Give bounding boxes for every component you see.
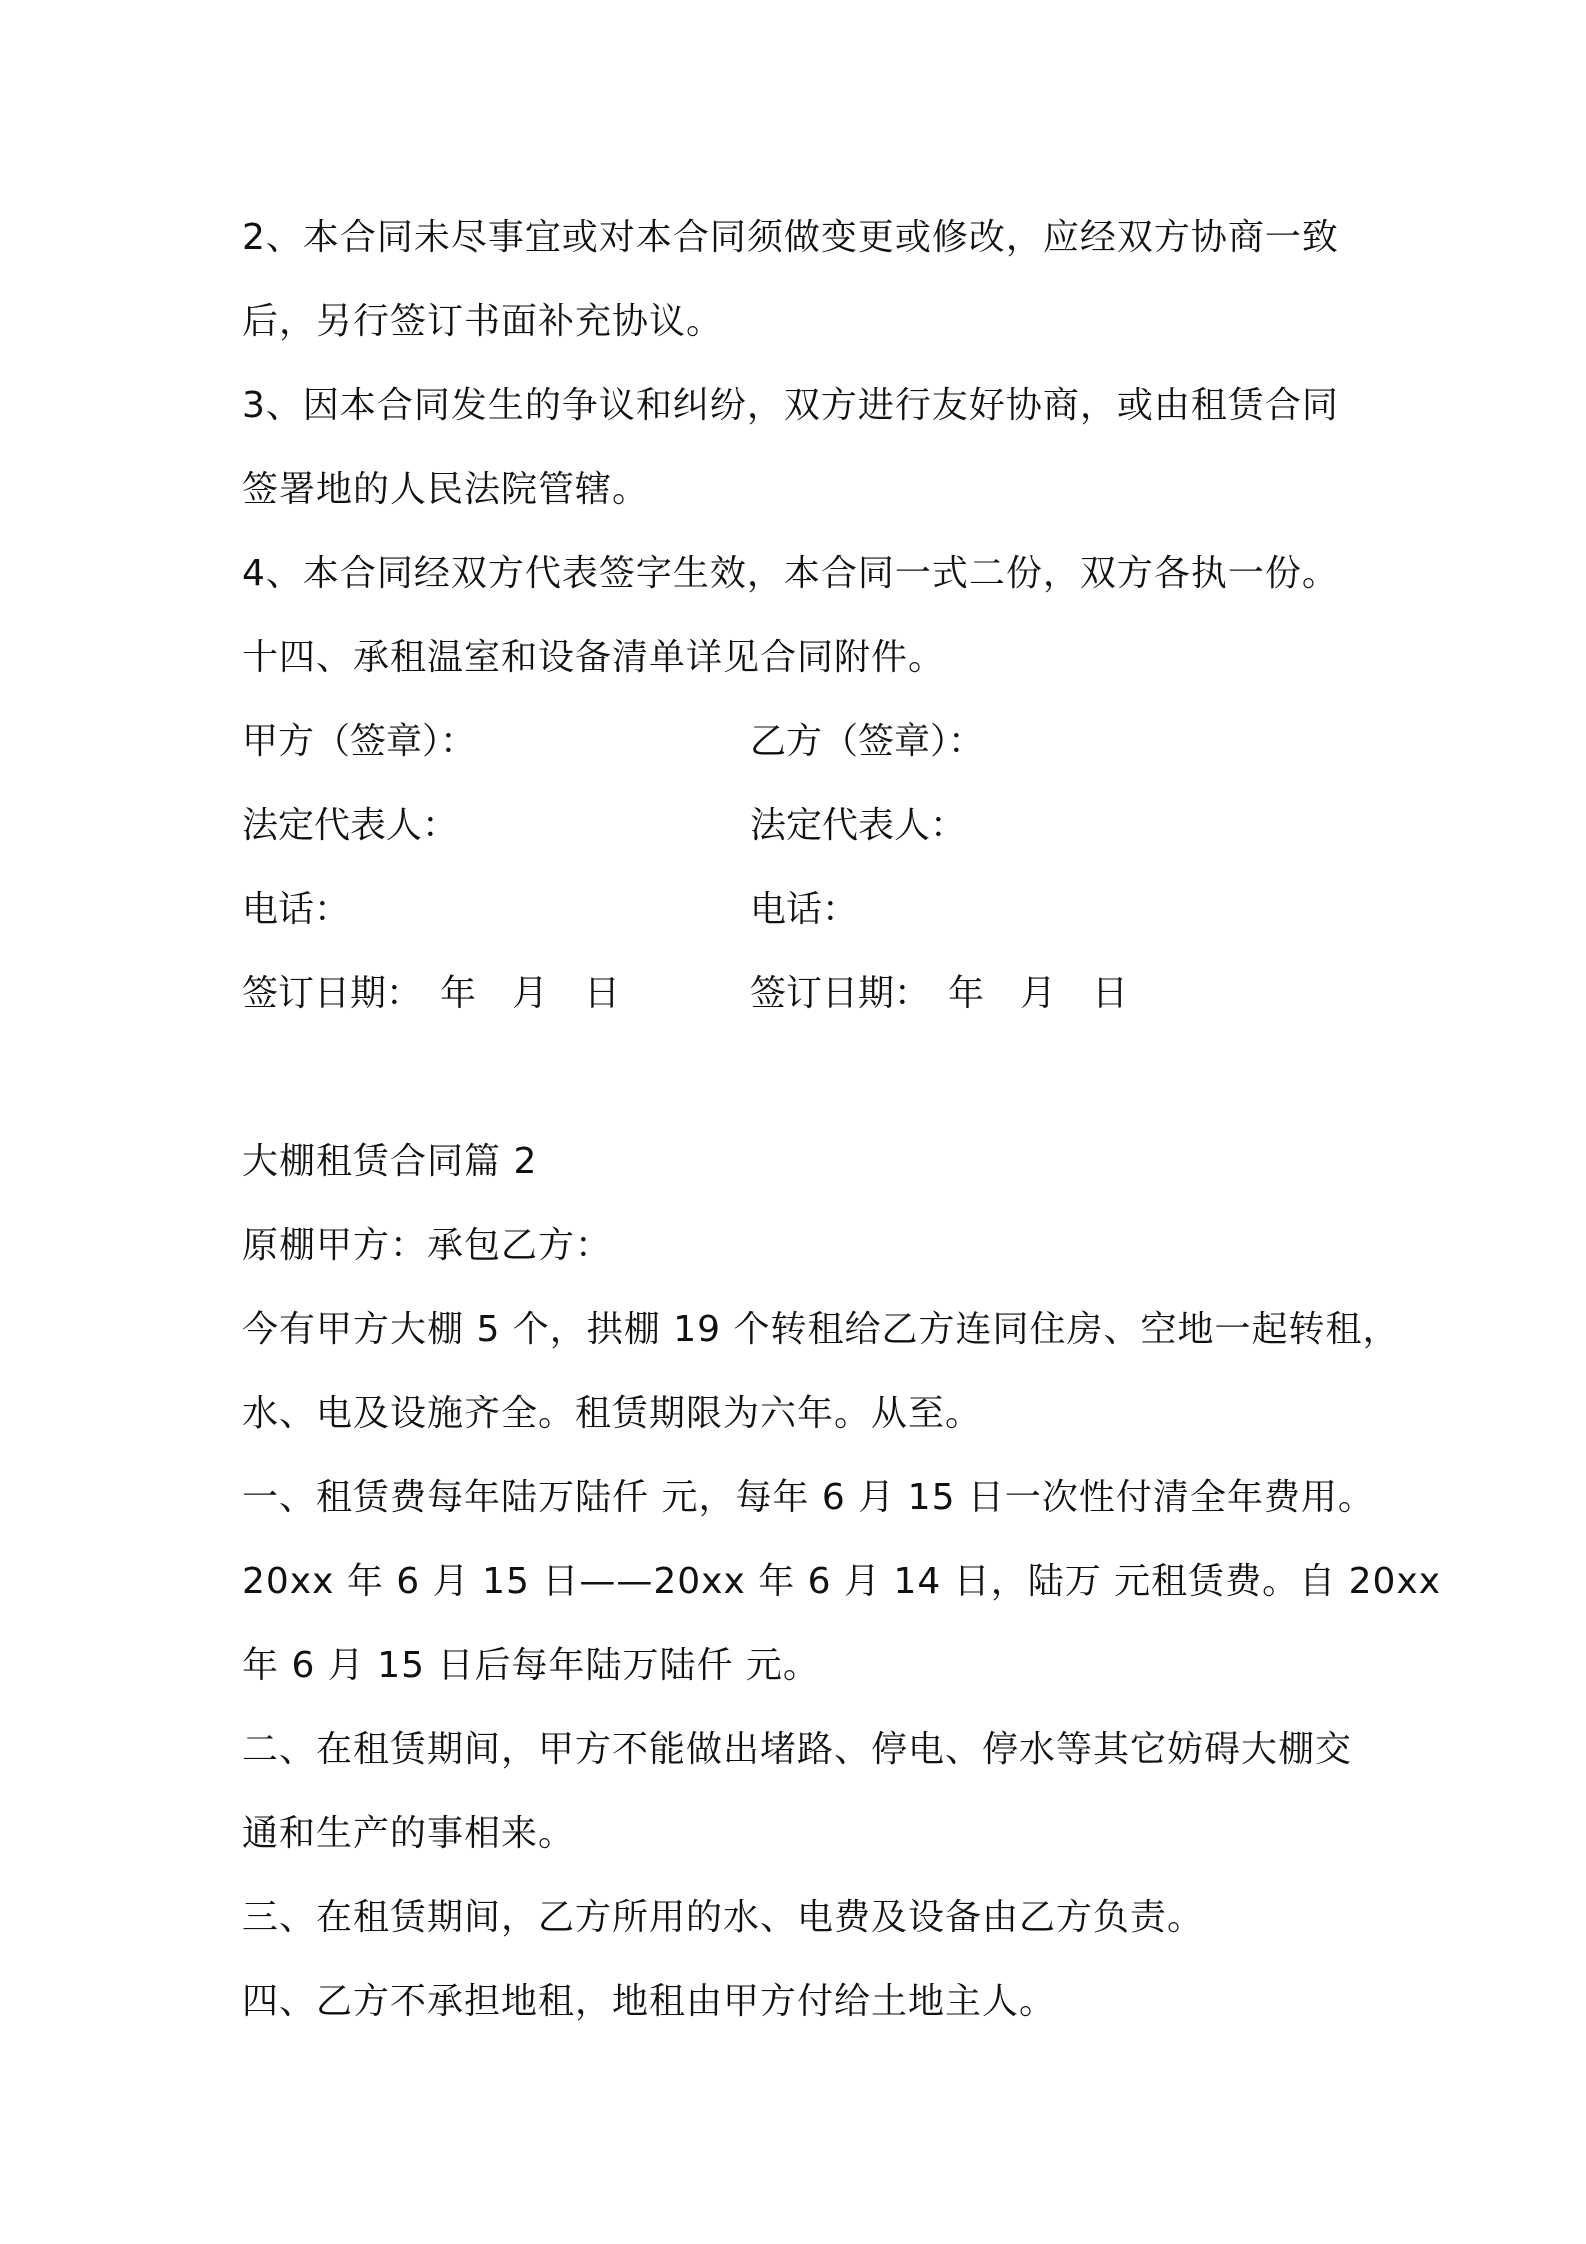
section-spacer: [242, 1036, 1372, 1120]
phone-b: 电话：: [750, 889, 859, 930]
signature-row-phone: [242, 868, 1372, 952]
clause-3-line-2: 签署地的人民法院管辖。: [242, 469, 650, 510]
document-page: [242, 196, 1442, 2044]
clause-2-line-1: 2、本合同未尽事宜或对本合同须做变更或修改，应经双方协商一致: [242, 217, 1339, 258]
section-2-parties: 原棚甲方：承包乙方：: [242, 1225, 613, 1266]
clause-2-line-2: 后，另行签订书面补充协议。: [242, 301, 724, 342]
signature-row-date: [242, 952, 1372, 1036]
sign-date-a: 签订日期： 年 月 日: [242, 973, 621, 1014]
clause-14: 十四、承租温室和设备清单详见合同附件。: [242, 637, 946, 678]
legal-rep-a: 法定代表人：: [242, 805, 459, 846]
section-2-line-9: 四、乙方不承担地租，地租由甲方付给土地主人。: [242, 1981, 1057, 2022]
legal-rep-b: 法定代表人：: [750, 805, 967, 846]
clause-4: 4、本合同经双方代表签字生效，本合同一式二份，双方各执一份。: [242, 553, 1339, 594]
sign-date-b: 签订日期： 年 月 日: [750, 973, 1129, 1014]
signature-row-seal: [242, 700, 1372, 784]
section-2-line-4: 20xx 年 6 月 15 日——20xx 年 6 月 14 日，陆万 元租赁费。自 20xx: [242, 1561, 1442, 1602]
section-2-line-7: 通和生产的事相来。: [242, 1813, 576, 1854]
clause-3-line-1: 3、因本合同发生的争议和纠纷，双方进行友好协商，或由租赁合同: [242, 385, 1339, 426]
section-2-line-6: 二、在租赁期间，甲方不能做出堵路、停电、停水等其它妨碍大棚交: [242, 1729, 1353, 1770]
party-a-seal: 甲方（签章）：: [242, 721, 477, 762]
section-2-line-8: 三、在租赁期间，乙方所用的水、电费及设备由乙方负责。: [242, 1897, 1205, 1938]
signature-row-legal-rep: [242, 784, 1372, 868]
section-2-title: 大棚租赁合同篇 2: [242, 1141, 538, 1182]
section-2-line-5: 年 6 月 15 日后每年陆万陆仟 元。: [242, 1645, 820, 1686]
phone-a: 电话：: [242, 889, 351, 930]
party-b-seal: 乙方（签章）：: [750, 721, 985, 762]
section-2-line-3: 一、租赁费每年陆万陆仟 元，每年 6 月 15 日一次性付清全年费用。: [242, 1477, 1375, 1518]
section-2-line-2: 水、电及设施齐全。租赁期限为六年。从至。: [242, 1393, 983, 1434]
section-2-line-1: 今有甲方大棚 5 个，拱棚 19 个转租给乙方连同住房、空地一起转租，: [242, 1309, 1400, 1350]
